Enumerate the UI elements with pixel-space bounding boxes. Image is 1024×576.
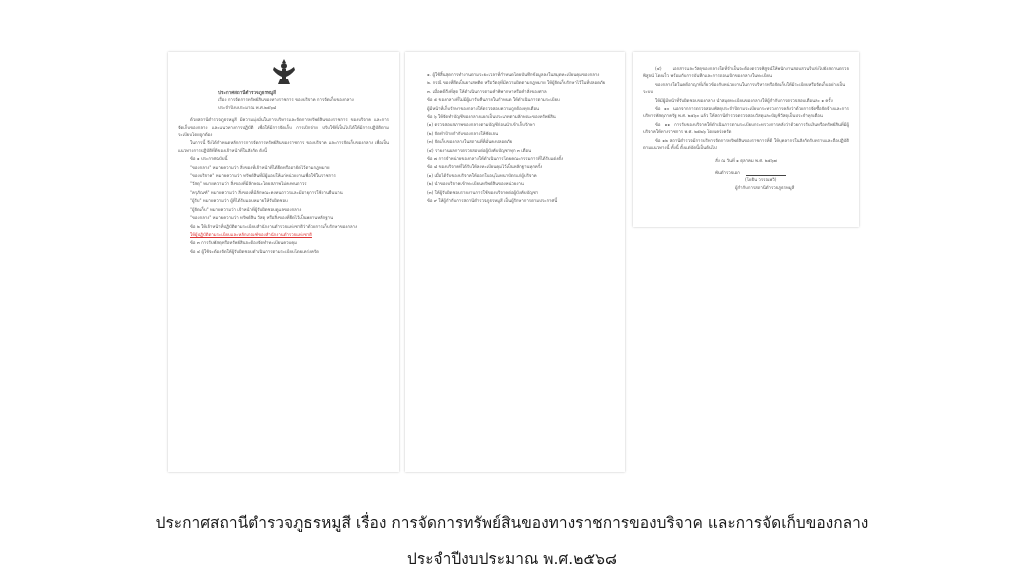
garuda-emblem-icon	[271, 57, 297, 87]
paragraph: "ของบริจาค" หมายความว่า ทรัพย์สินที่มีผู้มอบให้แก่หน่วยงานเพื่อใช้ในราชการ	[190, 174, 336, 180]
paragraph: ข้อ ๔ ผู้ใช้จะต้องจัดให้ผู้รับผิดชอบดำเนินการตามระเบียบโดยเคร่งครัด	[190, 249, 319, 255]
paragraph: ข้อ ๓ การรับพัสดุหรือทรัพย์สินจะต้องจัดทำทะเบียนควบคุม	[190, 241, 297, 247]
paragraph: "ของกลาง" หมายความว่า สิ่งของที่เจ้าหน้าที่ได้ยึดหรืออายัดไว้ตามกฎหมาย	[190, 165, 330, 171]
paragraph: ให้มีผู้มีหน้าที่รับผิดชอบของกลาง นำสมุดทะเบียนของกลางให้ผู้กำกับการตรวจสอบเดือนละ ๑ ครั้ง	[655, 98, 833, 104]
paragraph: ข้อ ๘ ของบริจาคที่ได้รับให้ลงทะเบียนคุมไว้เป็นหลักฐานทุกครั้ง	[427, 165, 543, 171]
highlighted-clause: ให้ผู้ปฏิบัติตามระเบียบและหลักเกณฑ์ของสำนักงานตำรวจแห่งชาติ	[190, 232, 312, 238]
paragraph: "ผู้รับ" หมายความว่า ผู้ที่ได้รับมอบหมายให้รับผิดชอบ	[190, 199, 288, 205]
paragraph: ข้อ ๑๑ การรับของบริจาคให้ดำเนินการตามระเบียบกระทรวงการคลังว่าด้วยการรับเงินหรือทรัพย์สินที่มีผู้บริจาคให้ทางราชการ พ.ศ. ๒๕๒๖ โดยเคร่งครัด	[643, 122, 849, 136]
paragraph: ในการนี้ จึงได้กำหนดหลักการการจัดการทรัพย์สินของราชการ ของบริจาค และการจัดเก็บของกลาง เพื่อเป็นแนวทางการปฏิบัติที่ดีของเจ้าหน้าที่ในสังกัด ดังนี้	[178, 141, 389, 154]
paragraph: ข้อ ๗ การจำหน่ายของกลางให้ดำเนินการโดยคณะกรรมการที่ได้รับแต่งตั้ง	[427, 157, 564, 163]
document-subject: เรื่อง การจัดการทรัพย์สินของทางราชการ ของบริจาค การจัดเก็บของกลาง	[218, 98, 354, 104]
document-page-2	[405, 52, 625, 472]
signature-block	[643, 158, 849, 192]
signer-rank: พันตำรวจเอก	[715, 170, 740, 176]
issue-date: สั่ง ณ วันที่ ๑ ตุลาคม พ.ศ. ๒๕๖๗	[715, 159, 777, 165]
paragraph: ข้อ ๑ ประกาศฉบับนี้	[190, 157, 228, 163]
signature-mark	[746, 170, 786, 176]
paragraph: (๒) จัดทำป้ายกำกับของกลางให้ชัดเจน	[427, 131, 499, 137]
paragraph: ของกลางใดในคดีอาญาที่เกี่ยวข้องกับหน่วยงานในการบริหารหรือจัดเก็บให้มีระเบียบหรือจัดเก็บอย่างเป็นระบบ	[643, 82, 846, 96]
signer-position: ผู้กำกับการสถานีตำรวจภูธรหมูสี	[735, 185, 795, 191]
document-page-1	[168, 52, 399, 472]
paragraph: (๑) ตรวจสอบสภาพของกลางตามบัญชีก่อนนำเข้าเก็บรักษา	[427, 123, 536, 129]
paragraph: ๑. ผู้ใช้สิ้นสุดการทำงานตามระยะเวลาที่กำหนดโดยบันทึกข้อมูลลงในสมุดทะเบียนคุมของกลาง	[427, 73, 600, 78]
paragraph: ข้อ ๑๒ สถานีตำรวจมีการบริหารจัดการทรัพย์สินของราชการที่ดี ให้บุคลากรในสังกัดรับทราบและถือปฏิบัติตามแนวทางนี้ ทั้งนี้ ตั้งแต่บัดนี้เป็นต้นไป	[643, 138, 849, 152]
paragraph: "วัสดุ" หมายความว่า สิ่งของที่มีลักษณะโดยสภาพไม่คงทนถาวร	[190, 182, 307, 188]
paragraph: ข้อ ๒ ให้เจ้าหน้าที่ปฏิบัติตามระเบียบสำนักงานตำรวจแห่งชาติว่าด้วยการเก็บรักษาของกลาง	[190, 224, 358, 230]
paragraph: (๓) จัดเก็บของกลางในสถานที่ที่มั่นคงปลอดภัย	[427, 140, 513, 146]
paragraph: (๔) รายงานผลการตรวจสอบต่อผู้บังคับบัญชาทุก ๓ เดือน	[427, 148, 532, 154]
signer-name: (โยธิน วรรณพวิ)	[745, 178, 777, 184]
paragraph: (๒) นำของบริจาคเข้าทะเบียนทรัพย์สินของหน่วยงาน	[427, 182, 524, 188]
document-subject-year: ประจำปีงบประมาณ พ.ศ.๒๕๖๘	[218, 105, 277, 111]
paragraph: (๔) เอกสารและวัสดุของกลางใดที่จำเป็นจะต้องตรวจพิสูจน์ให้พนักงานสอบสวนรีบส่งไปยังสถานตรวจพิสูจน์ โดยเร็ว พร้อมกับการบันทึกและการถอนเบิกของกลางในทะเบียน	[643, 67, 849, 80]
paragraph: "ครุภัณฑ์" หมายความว่า สิ่งของที่มีลักษณะคงทนถาวรและมีอายุการใช้งานยืนนาน	[190, 190, 343, 196]
paragraph: (๓) ให้ผู้รับผิดชอบรายงานการใช้ของบริจาคต่อผู้บังคับบัญชา	[427, 190, 539, 196]
paragraph: "ผู้จัดเก็บ" หมายความว่า เจ้าหน้าที่ผู้รับผิดชอบดูแลของกลาง	[190, 207, 302, 213]
paragraph: ข้อ ๑๐ นอกจากการตรวจสอบพัสดุประจำปีตามระเบียบกระทรวงการคลังว่าด้วยการจัดซื้อจัดจ้างและการบริหารพัสดุภาครัฐ พ.ศ. ๒๕๖๐ แล้ว ให้สถานีตำรวจตรวจสอบวัสดุและบัญชีวัสดุเป็นประจำทุกเดือน	[643, 107, 849, 120]
paragraph: ด้วยสถานีตำรวจภูธรหมูสี มีความมุ่งมั่นในการบริหารและจัดการทรัพย์สินของราชการ ของบริจาค และการจัดเก็บของกลาง และแนวทางการปฏิบัติ เพื่อให้มีการจัดเก็บ การเบิกจ่าย ปรับใช้ที่เป็นไปได้ให้มีการปฏิบัติตามระเบียบโดยถูกต้อง	[178, 118, 389, 139]
paragraph: ข้อ ๕ ของกลางที่ไม่มีผู้มารับคืนภายในกำหนด ให้ดำเนินการตามระเบียบ	[427, 98, 560, 104]
document-page-3	[633, 52, 859, 227]
paragraph: ข้อ ๖ ให้จัดทำบัญชีของกลางแยกเป็นประเภทตามลักษณะของทรัพย์สิน	[427, 115, 556, 121]
caption-line-2: ประจำปีงบประมาณ พ.ศ.๒๕๖๘	[407, 550, 617, 568]
paragraph: (๑) เมื่อได้รับของบริจาคให้ออกใบอนุโมทนาบัตรแก่ผู้บริจาค	[427, 173, 537, 179]
caption-line-1: ประกาศสถานีตำรวจภูธรหมูสี เรื่อง การจัดการทรัพย์สินของทางราชการของบริจาค และการจัดเก็บของกลาง	[155, 514, 869, 532]
paragraph: ๒. กรณี ของที่ยึดเป็นยาเสพติด หรือวัตถุที่มีความผิดตามกฎหมาย ให้ผู้จัดเก็บรักษาไว้ในที่ปลอดภัย	[427, 81, 606, 87]
paragraph: ๓. เมื่อคดีถึงที่สุด ให้ดำเนินการตามคำพิพากษาหรือคำสั่งของศาล	[427, 89, 547, 95]
paragraph: "ของกลาง" หมายความว่า ทรัพย์สิน วัสดุ หรือสิ่งของที่ยึดไว้เป็นพยานหลักฐาน	[190, 216, 334, 222]
paragraph: ผู้มีหน้าที่เก็บรักษาของกลางให้ตรวจสอบความถูกต้องทุกเดือน	[427, 106, 539, 112]
paragraph: ข้อ ๙ ให้ผู้กำกับการสถานีตำรวจภูธรหมูสี เป็นผู้รักษาการตามประกาศนี้	[427, 199, 558, 205]
document-title: ประกาศสถานีตำรวจภูธรหมูสี	[218, 91, 276, 96]
